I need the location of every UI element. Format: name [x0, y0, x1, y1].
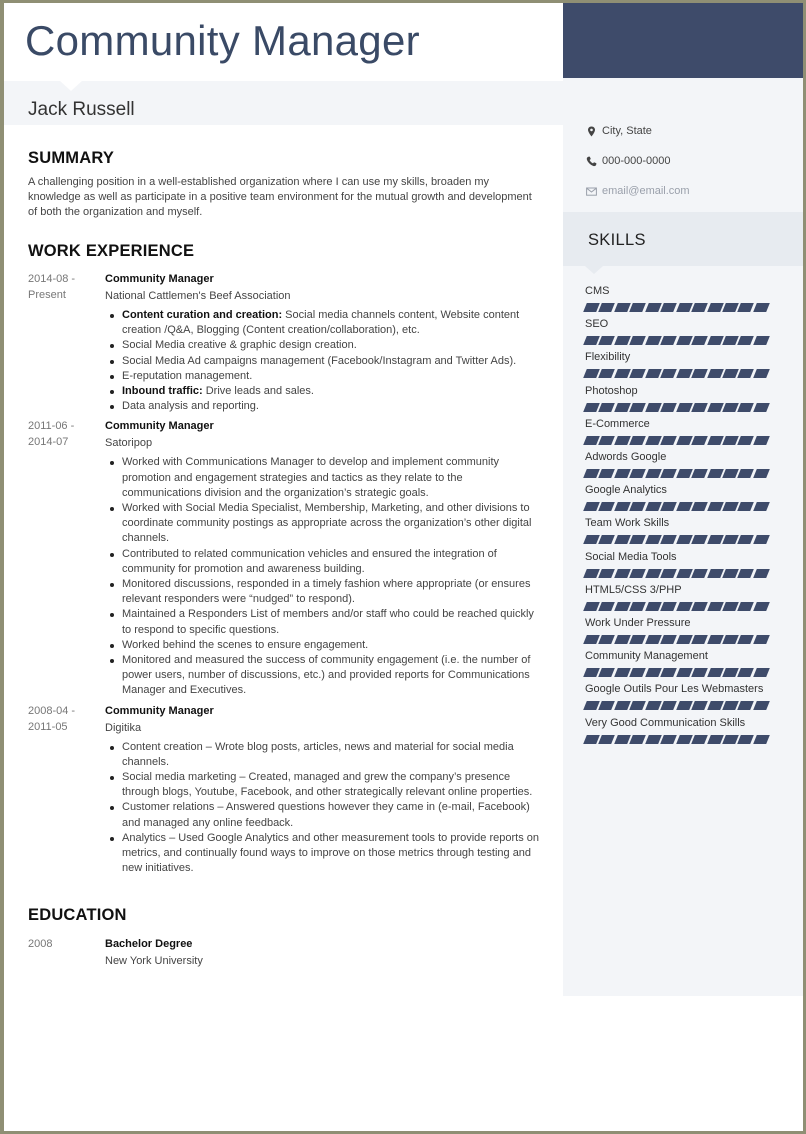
candidate-name: Jack Russell — [28, 99, 135, 120]
skill-name: Adwords Google — [585, 451, 667, 463]
skill-bar-segment — [738, 502, 755, 511]
skill-bar-segment — [614, 502, 631, 511]
skill-bar-segment — [660, 668, 677, 677]
skill-level-bar — [585, 336, 785, 345]
job-entry — [28, 703, 543, 877]
skill-bar-segment — [645, 436, 662, 445]
skill-bar-segment — [691, 303, 708, 312]
sidebar — [563, 78, 803, 996]
skill-bar-segment — [753, 303, 770, 312]
skill-level-bar — [585, 535, 785, 544]
skill-bar-segment — [676, 668, 693, 677]
skill-bar-segment — [614, 668, 631, 677]
skill-level-bar — [585, 436, 785, 445]
skill-bar-segment — [707, 602, 724, 611]
skill-item — [585, 418, 785, 445]
skill-bar-segment — [722, 403, 739, 412]
skill-name: Flexibility — [585, 351, 631, 364]
skill-bar-segment — [645, 701, 662, 710]
skill-bar-segment — [707, 502, 724, 511]
job-bullet — [105, 770, 543, 800]
job-body — [105, 271, 543, 414]
skill-bar-segment — [660, 602, 677, 611]
skill-bar-segment — [738, 735, 755, 744]
skill-bar-segment — [691, 436, 708, 445]
skill-bar-segment — [645, 369, 662, 378]
bullet-text: E-reputation management. — [122, 369, 253, 382]
skills-notch — [585, 266, 603, 274]
skill-bar-segment — [738, 436, 755, 445]
skill-bar-segment — [738, 635, 755, 644]
skill-bar-segment — [660, 369, 677, 378]
skill-bar-segment — [614, 635, 631, 644]
job-date-start: 2014-08 - — [28, 273, 76, 285]
education-school: New York University — [105, 954, 203, 967]
job-body — [105, 703, 543, 877]
skill-bar-segment — [629, 569, 646, 578]
skill-bar-segment — [691, 635, 708, 644]
skill-bar-segment — [645, 403, 662, 412]
skill-bar-segment — [599, 336, 616, 345]
bullet-text: Drive leads and sales. — [202, 385, 314, 398]
title-bar — [4, 3, 563, 81]
job-bullets — [105, 740, 543, 877]
education-heading: EDUCATION — [28, 905, 127, 924]
skill-bar-segment — [753, 535, 770, 544]
job-bullet — [105, 577, 543, 607]
skill-item — [585, 551, 785, 578]
skill-bar-segment — [676, 602, 693, 611]
skill-bar-segment — [738, 469, 755, 478]
skill-bar-segment — [583, 436, 600, 445]
bullet-text: Social Media Ad campaigns management (Facebook/Instagram and Twitter Ads). — [122, 354, 517, 367]
summary-text: A challenging position in a well-established organization where I can use my skills, broaden my knowledge as well as participate in a positive team environment for the mutual growth and development of both the organization and myself. — [28, 176, 532, 218]
skill-item — [585, 517, 785, 544]
job-bullet — [105, 399, 543, 414]
skill-item — [585, 683, 785, 710]
job-bullet — [105, 831, 543, 877]
location-text: City, State — [602, 125, 652, 137]
skill-bar-segment — [629, 701, 646, 710]
skill-bar-segment — [691, 701, 708, 710]
bullet-text: Contributed to related communication vehicles and ensured the integration of community for promotion and awareness building. — [122, 547, 497, 575]
skill-level-bar — [585, 369, 785, 378]
skill-bar-segment — [676, 735, 693, 744]
job-bullets — [105, 308, 543, 414]
skill-bar-segment — [645, 569, 662, 578]
contact-phone — [586, 155, 671, 167]
skill-bar-segment — [599, 369, 616, 378]
skill-bar-segment — [722, 735, 739, 744]
skill-bar-segment — [629, 535, 646, 544]
skill-name: Very Good Communication Skills — [585, 716, 746, 729]
skill-bar-segment — [738, 369, 755, 378]
skill-bar-segment — [629, 436, 646, 445]
skill-bar-segment — [583, 602, 600, 611]
skill-bar-segment — [599, 303, 616, 312]
skill-bar-segment — [583, 469, 600, 478]
skill-bar-segment — [645, 336, 662, 345]
skill-level-bar — [585, 602, 785, 611]
skill-bar-segment — [722, 635, 739, 644]
skill-bar-segment — [707, 403, 724, 412]
bullet-text: Analytics – Used Google Analytics and other measurement tools to provide reports on metrics, and continually found ways to improve on those metrics through testing and new initiatives. — [122, 831, 540, 875]
header-accent-block — [563, 3, 803, 78]
skill-bar-segment — [691, 535, 708, 544]
bullet-lead: Content curation and creation: — [122, 309, 283, 321]
skill-bar-segment — [660, 569, 677, 578]
job-bullet — [105, 740, 543, 770]
skill-bar-segment — [629, 502, 646, 511]
skill-bar-segment — [676, 635, 693, 644]
skill-bar-segment — [722, 602, 739, 611]
job-entry — [28, 271, 543, 414]
skill-bar-segment — [691, 369, 708, 378]
skill-bar-segment — [738, 336, 755, 345]
skill-bar-segment — [629, 469, 646, 478]
page-title: Community Manager — [25, 17, 420, 64]
job-bullet — [105, 338, 543, 353]
skill-level-bar — [585, 303, 785, 312]
skills-heading: SKILLS — [588, 231, 646, 249]
skill-bar-segment — [707, 701, 724, 710]
email-link[interactable]: email@email.com — [602, 185, 690, 197]
job-title: Community Manager — [105, 420, 214, 433]
skill-bar-segment — [614, 403, 631, 412]
skill-bar-segment — [660, 469, 677, 478]
summary-heading: SUMMARY — [28, 149, 115, 167]
contact-email[interactable] — [586, 185, 690, 197]
skill-item — [585, 318, 785, 345]
skill-bar-segment — [676, 369, 693, 378]
job-date-start: 2011-06 - — [28, 420, 75, 433]
skill-bar-segment — [599, 569, 616, 578]
skill-bar-segment — [629, 635, 646, 644]
skill-bar-segment — [707, 469, 724, 478]
job-bullet — [105, 384, 543, 399]
skill-item — [585, 484, 785, 511]
skill-bar-segment — [645, 502, 662, 511]
skill-bar-segment — [660, 535, 677, 544]
skill-bar-segment — [691, 735, 708, 744]
bullet-text: Monitored and measured the success of community engagement (i.e. the number of power users, number of discussions, etc.) and provided reports for Communications Manager and Executives. — [122, 654, 531, 697]
skill-bar-segment — [691, 602, 708, 611]
skill-bar-segment — [753, 369, 770, 378]
job-title: Community Manager — [105, 273, 214, 285]
resume-page — [4, 3, 803, 1131]
skill-bar-segment — [707, 303, 724, 312]
skill-bar-segment — [599, 469, 616, 478]
skill-bar-segment — [660, 403, 677, 412]
bullet-text: Monitored discussions, responded in a timely fashion where appropriate (or ensures relevant responders were “nudged” to respond). — [122, 578, 531, 606]
job-dates — [28, 271, 105, 414]
skill-bar-segment — [753, 569, 770, 578]
bullet-lead: Inbound traffic: — [122, 385, 203, 398]
skill-bar-segment — [660, 701, 677, 710]
skill-bar-segment — [599, 735, 616, 744]
skill-bar-segment — [660, 336, 677, 345]
skill-item — [585, 385, 785, 412]
skill-bar-segment — [722, 668, 739, 677]
skill-bar-segment — [583, 403, 600, 412]
skill-name: E-Commerce — [585, 417, 650, 430]
skill-bar-segment — [629, 602, 646, 611]
skill-bar-segment — [645, 303, 662, 312]
skill-bar-segment — [614, 436, 631, 445]
skill-name: Google Analytics — [585, 484, 667, 497]
name-notch — [60, 81, 82, 91]
skill-level-bar — [585, 668, 785, 677]
skill-bar-segment — [629, 336, 646, 345]
education-date: 2008 — [28, 937, 53, 950]
skill-level-bar — [585, 502, 785, 511]
skill-item — [585, 717, 785, 744]
skill-bar-segment — [753, 436, 770, 445]
skill-bar-segment — [753, 403, 770, 412]
skill-bar-segment — [599, 436, 616, 445]
job-title: Community Manager — [105, 704, 214, 717]
skill-bar-segment — [583, 303, 600, 312]
skill-bar-segment — [614, 602, 631, 611]
skill-item — [585, 617, 785, 644]
skill-bar-segment — [614, 336, 631, 345]
skill-item — [585, 285, 785, 312]
education-degree: Bachelor Degree — [105, 937, 193, 950]
education-entry — [28, 936, 543, 969]
skill-bar-segment — [676, 701, 693, 710]
main-column — [28, 149, 543, 969]
skill-bar-segment — [676, 436, 693, 445]
skill-bar-segment — [676, 569, 693, 578]
skill-bar-segment — [645, 668, 662, 677]
skill-bar-segment — [707, 735, 724, 744]
bullet-text: Social media marketing – Created, managed and grew the company’s presence through blogs, Youtube, Facebook, and other strategically relevant online properties. — [122, 771, 533, 799]
skill-bar-segment — [753, 635, 770, 644]
job-dates — [28, 703, 105, 877]
skill-bar-segment — [599, 535, 616, 544]
skill-bar-segment — [753, 336, 770, 345]
skill-bar-segment — [691, 668, 708, 677]
job-bullet — [105, 653, 543, 699]
job-bullet — [105, 354, 543, 369]
skill-item — [585, 650, 785, 677]
skill-bar-segment — [645, 469, 662, 478]
skill-bar-segment — [676, 303, 693, 312]
skill-bar-segment — [707, 369, 724, 378]
skill-bar-segment — [753, 502, 770, 511]
skill-level-bar — [585, 403, 785, 412]
skill-level-bar — [585, 735, 785, 744]
skill-name: SEO — [585, 318, 609, 331]
bullet-text: Worked behind the scenes to ensure engagement. — [122, 638, 369, 651]
skill-bar-segment — [707, 668, 724, 677]
skill-bar-segment — [707, 436, 724, 445]
jobs-list — [28, 271, 543, 877]
skill-item — [585, 584, 785, 611]
job-date-end: 2014-07 — [28, 436, 69, 449]
skill-bar-segment — [676, 403, 693, 412]
skill-bar-segment — [722, 502, 739, 511]
skill-bar-segment — [722, 569, 739, 578]
skill-bar-segment — [738, 569, 755, 578]
skill-name: Google Outils Pour Les Webmasters — [585, 683, 764, 696]
job-bullets — [105, 455, 543, 698]
skill-level-bar — [585, 469, 785, 478]
job-date-end: Present — [28, 289, 66, 301]
skill-bar-segment — [722, 336, 739, 345]
skill-bar-segment — [614, 569, 631, 578]
skill-bar-segment — [614, 303, 631, 312]
skill-level-bar — [585, 701, 785, 710]
skill-bar-segment — [691, 403, 708, 412]
skill-bar-segment — [583, 735, 600, 744]
skill-bar-segment — [660, 735, 677, 744]
skill-bar-segment — [722, 303, 739, 312]
bullet-text: Social media channels content, Website content creation /Q&A, Blogging (Content creation/collaboration), etc. — [122, 309, 520, 337]
skill-name: CMS — [585, 285, 610, 297]
skill-bar-segment — [707, 535, 724, 544]
bullet-text: Social Media creative & graphic design creation. — [122, 339, 357, 352]
work-heading: WORK EXPERIENCE — [28, 242, 195, 260]
skill-bar-segment — [676, 336, 693, 345]
skill-bar-segment — [599, 701, 616, 710]
skill-bar-segment — [660, 303, 677, 312]
skill-bar-segment — [614, 469, 631, 478]
skill-bar-segment — [722, 469, 739, 478]
skill-bar-segment — [599, 403, 616, 412]
job-body — [105, 418, 543, 698]
skill-name: Work Under Pressure — [585, 617, 691, 629]
skill-bar-segment — [676, 502, 693, 511]
skill-bar-segment — [614, 735, 631, 744]
skill-bar-segment — [599, 635, 616, 644]
job-bullet — [105, 455, 543, 501]
skill-bar-segment — [707, 336, 724, 345]
skill-bar-segment — [599, 602, 616, 611]
skill-bar-segment — [738, 303, 755, 312]
job-company: National Cattlemen's Beef Association — [105, 290, 291, 302]
job-bullet — [105, 607, 543, 637]
skill-bar-segment — [738, 701, 755, 710]
skill-name: Social Media Tools — [585, 550, 677, 563]
job-bullet — [105, 800, 543, 830]
skill-bar-segment — [707, 569, 724, 578]
skill-bar-segment — [738, 602, 755, 611]
skill-bar-segment — [660, 635, 677, 644]
job-bullet — [105, 638, 543, 653]
skill-bar-segment — [738, 403, 755, 412]
skill-bar-segment — [753, 735, 770, 744]
skill-bar-segment — [645, 635, 662, 644]
skill-bar-segment — [583, 635, 600, 644]
location-pin-icon — [586, 126, 597, 137]
skill-bar-segment — [599, 668, 616, 677]
skill-bar-segment — [645, 735, 662, 744]
skill-bar-segment — [645, 535, 662, 544]
skill-item — [585, 451, 785, 478]
skill-bar-segment — [660, 436, 677, 445]
skill-name: HTML5/CSS 3/PHP — [585, 583, 682, 596]
job-bullet — [105, 369, 543, 384]
job-bullet — [105, 501, 543, 547]
skill-bar-segment — [583, 569, 600, 578]
skill-bar-segment — [629, 735, 646, 744]
skill-bar-segment — [629, 303, 646, 312]
skill-bar-segment — [691, 336, 708, 345]
bullet-text: Content creation – Wrote blog posts, articles, news and material for social media channels. — [122, 740, 514, 768]
contact-location — [586, 125, 652, 137]
skill-bar-segment — [676, 535, 693, 544]
skill-bar-segment — [753, 668, 770, 677]
skill-level-bar — [585, 569, 785, 578]
bullet-text: Data analysis and reporting. — [122, 400, 259, 413]
bullet-text: Maintained a Responders List of members and/or staff who could be reached quickly to respond to specific questions. — [122, 608, 534, 636]
job-bullet — [105, 308, 543, 338]
skill-bar-segment — [676, 469, 693, 478]
skill-item — [585, 351, 785, 378]
skill-bar-segment — [629, 369, 646, 378]
job-date-end: 2011-05 — [28, 720, 68, 733]
skill-bar-segment — [738, 535, 755, 544]
skill-bar-segment — [629, 668, 646, 677]
skill-name: Team Work Skills — [585, 517, 670, 530]
skill-bar-segment — [753, 469, 770, 478]
skill-bar-segment — [722, 436, 739, 445]
skill-bar-segment — [738, 668, 755, 677]
job-company: Digitika — [105, 721, 142, 734]
job-dates — [28, 418, 105, 698]
skill-bar-segment — [707, 635, 724, 644]
skill-bar-segment — [599, 502, 616, 511]
skill-bar-segment — [660, 502, 677, 511]
bullet-text: Customer relations – Answered questions however they came in (e-mail, Facebook) and managed any online feedback. — [122, 801, 530, 829]
job-bullet — [105, 547, 543, 577]
job-company: Satoripop — [105, 437, 153, 450]
bullet-text: Worked with Social Media Specialist, Membership, Marketing, and other divisions to coordinate community postings as appropriate across the organization’s other digital channels. — [122, 502, 532, 545]
phone-icon — [586, 156, 597, 167]
skill-name: Community Management — [585, 650, 708, 663]
skill-bar-segment — [691, 469, 708, 478]
bullet-text: Worked with Communications Manager to develop and implement community promotion and engagement strategies and tactics as they relate to the communications division and the organization’s strategic goals. — [122, 456, 500, 499]
skill-name: Photoshop — [585, 384, 638, 397]
skill-bar-segment — [629, 403, 646, 412]
skill-bar-segment — [753, 701, 770, 710]
phone-text: 000-000-0000 — [602, 155, 671, 167]
job-date-start: 2008-04 - — [28, 704, 76, 717]
skill-bar-segment — [691, 502, 708, 511]
envelope-icon — [586, 186, 597, 197]
skill-bar-segment — [691, 569, 708, 578]
skill-bar-segment — [645, 602, 662, 611]
skill-level-bar — [585, 635, 785, 644]
skill-bar-segment — [753, 602, 770, 611]
job-entry — [28, 418, 543, 698]
